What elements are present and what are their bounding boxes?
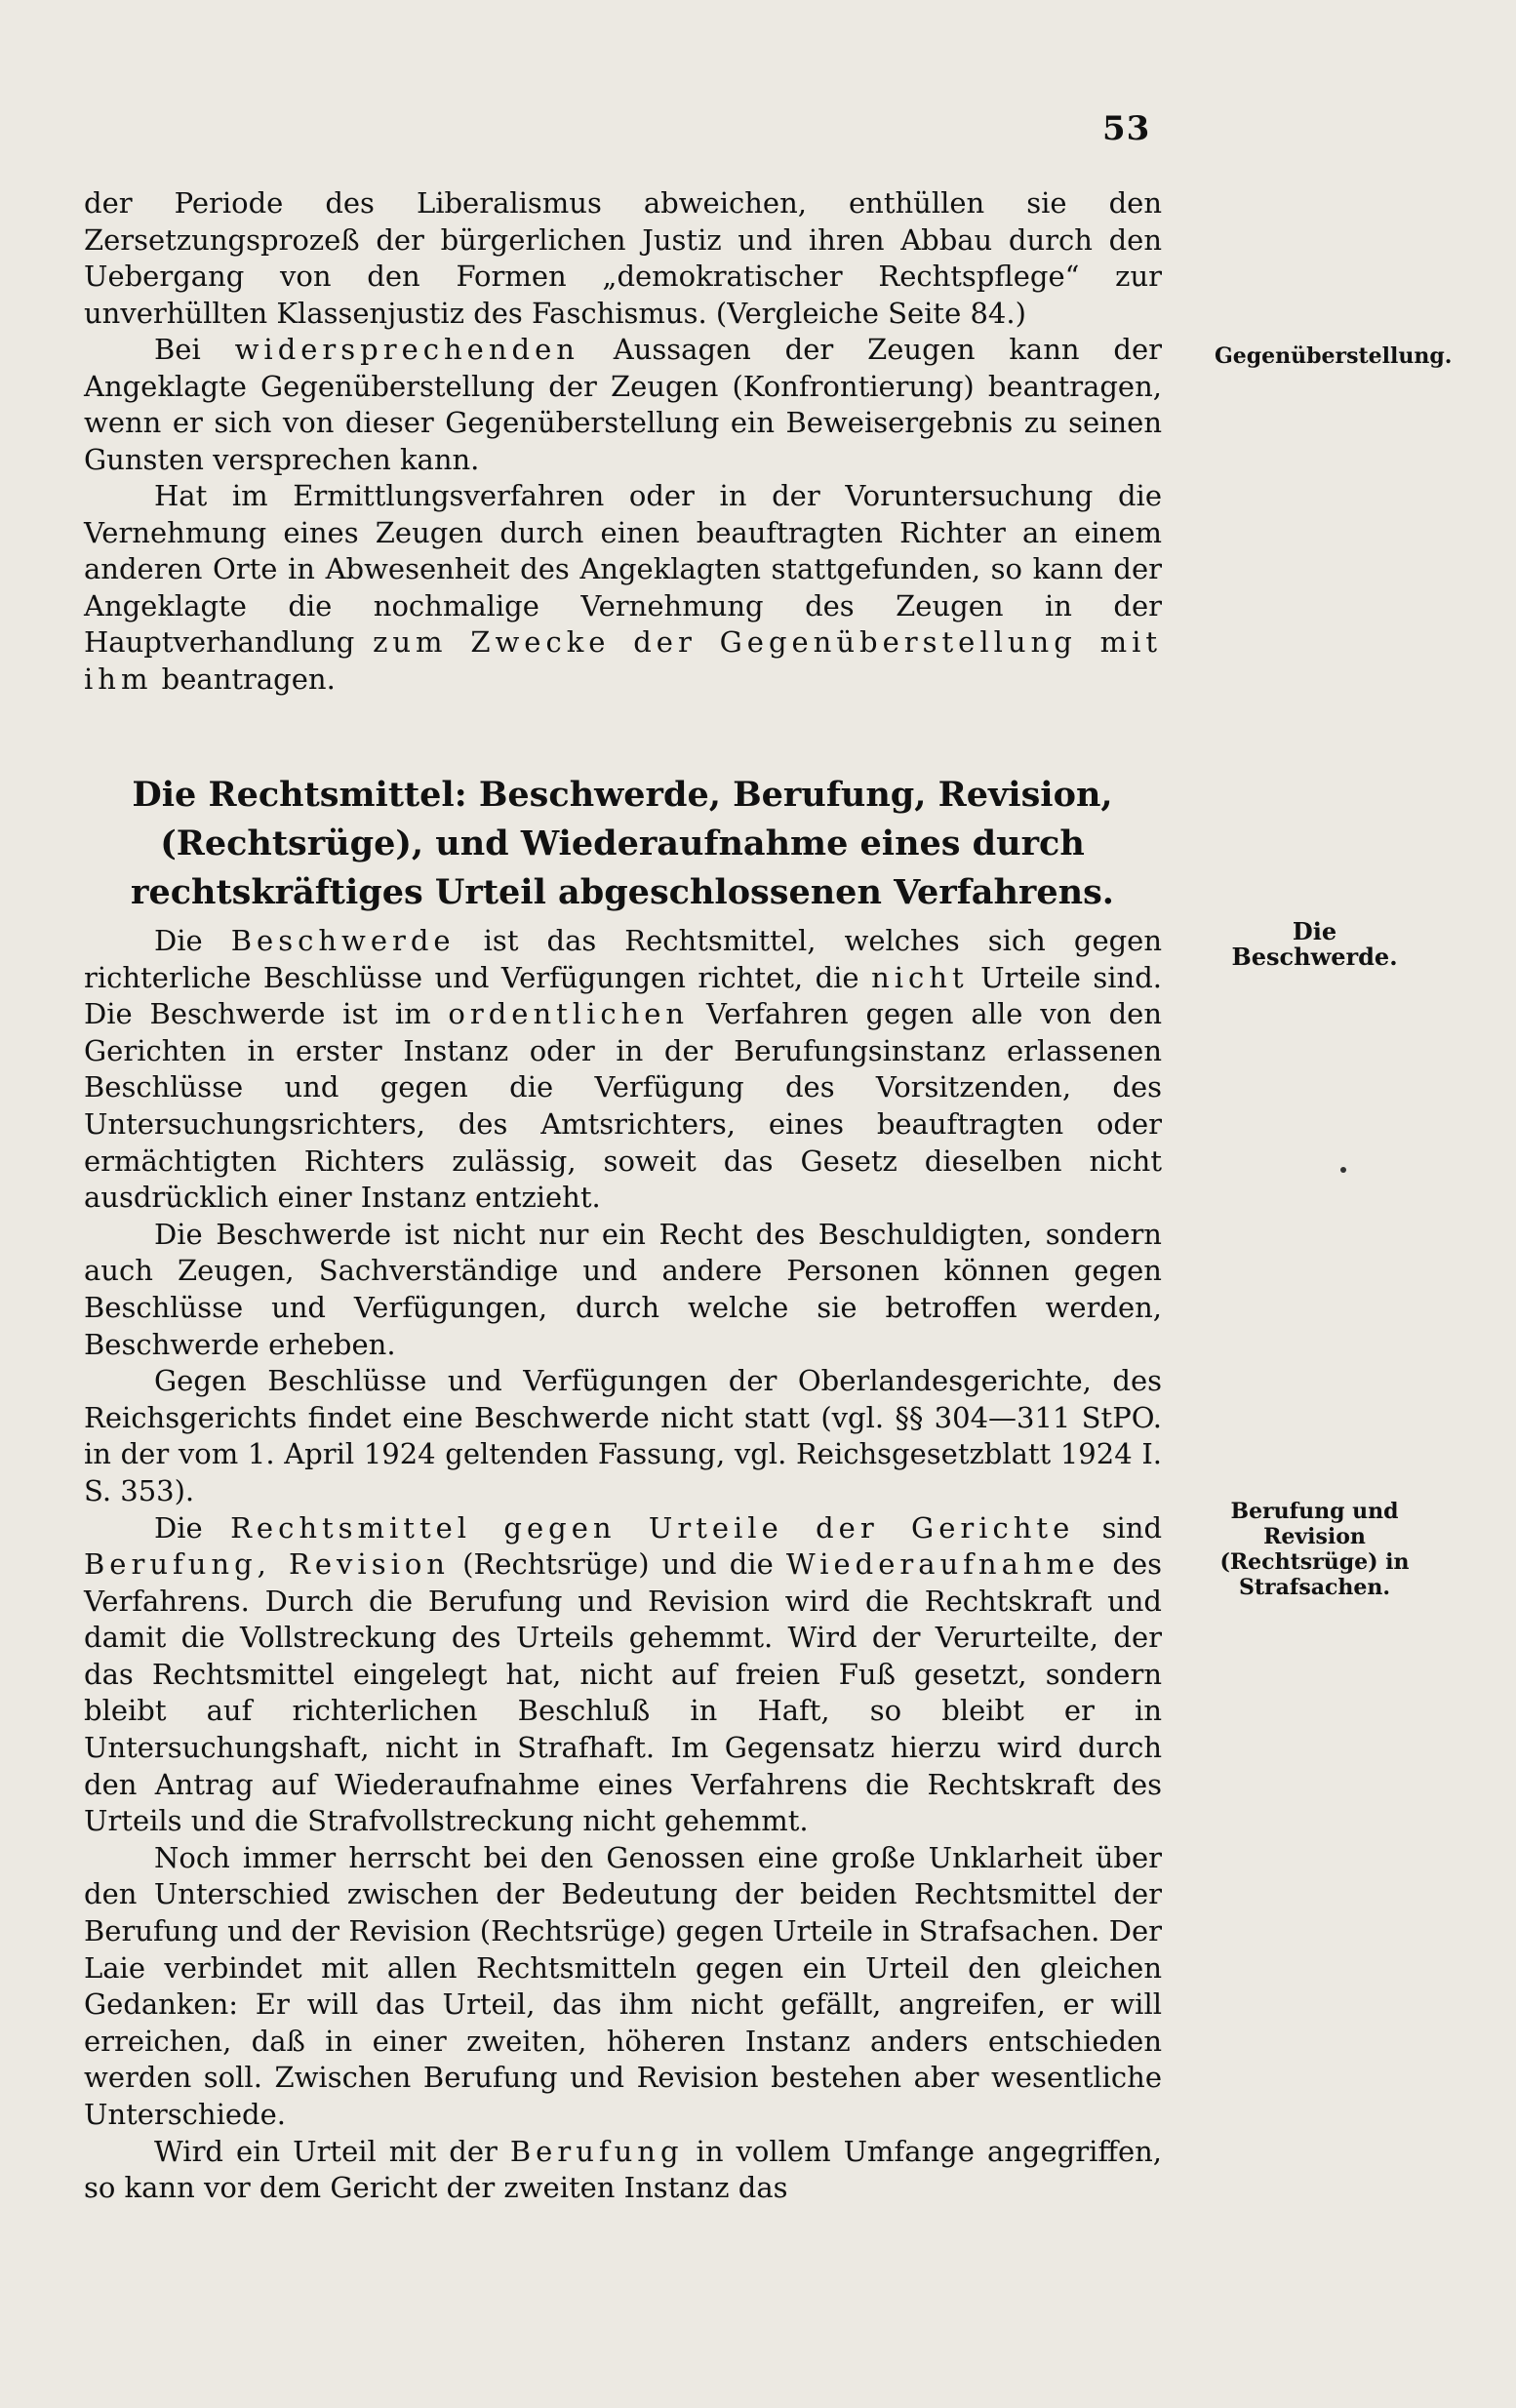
paragraph: der Periode des Liberalismus abweichen, enthüllen sie den Zersetzungsprozeß der bürgerlichen Justiz und ihren Abbau durch den Uebergang von den Formen „demokratischer Rechtspflege“ zur unverhüllten Klassenjustiz des Faschismus. (Vergleiche Seite 84.) <box>84 186 1162 330</box>
section-heading: Die Rechtsmittel: Beschwerde, Berufung, Revision, (Rechtsrüge), und Wiederaufnahme eines durch rechtskräftiges Urteil abgeschlossenen Verfahrens. <box>131 775 1114 912</box>
emphasized-text: Beschwerde <box>230 924 456 957</box>
paragraph: Noch immer herrscht bei den Genossen eine große Unklarheit über den Unterschied zwischen der Bedeutung der beiden Rechtsmittel der Berufung und der Revision (Rechtsrüge) gegen Urteile in Strafsachen. Der Laie verbindet mit allen Rechtsmitteln gegen ein Urteil den gleichen Gedanken: Er will das Urteil, das ihm nicht gefällt, angreifen, er will erreichen, daß in einer zweiten, höheren Instanz anders entschieden werden soll. Zwischen Berufung und Revision bestehen aber wesentliche Unterschiede. <box>84 1840 1162 2131</box>
section-intro <box>84 185 1162 698</box>
margin-note-gegenueberstellung: Gegenüberstellung. <box>1215 343 1453 369</box>
emphasized-text: nicht <box>871 960 969 994</box>
emphasized-text: Berufung, Revision <box>84 1547 450 1582</box>
margin-note-beschwerde: Die Beschwerde. <box>1231 917 1398 971</box>
margin-note-berufung-revision: Berufung und Revision (Rechtsrüge) in Strafsachen. <box>1219 1499 1410 1600</box>
paragraph: Die Beschwerde ist nicht nur ein Recht des Beschuldigten, sondern auch Zeugen, Sachverständige und andere Personen können gegen Beschlüsse und Verfügungen, durch welche sie betroffen werden, Beschwerde erheben. <box>84 1217 1162 1361</box>
paragraph: Die Beschwerde ist das Rechtsmittel, welches sich gegen richterliche Beschlüsse und Verfügungen richtet, die nicht Urteile sind. Die Beschwerde ist im ordentlichen Verfahren gegen alle von den Gerichten in erster Instanz oder in der Berufungsinstanz erlassenen Beschlüsse und gegen die Verfügung des Vorsitzenden, des Untersuchungsrichters, des Amtsrichters, eines beauftragten oder ermächtigten Richters zulässig, soweit das Gesetz dieselben nicht ausdrücklich einer Instanz entzieht. <box>84 924 1163 1215</box>
page-number: 53 <box>1102 109 1151 148</box>
emphasized-text: Rechtsmittel gegen Urteile der Gerichte <box>230 1510 1075 1545</box>
paragraph: Bei widersprechenden Aussagen der Zeugen kann der Angeklagte Gegenüberstellung der Zeugen (Konfrontierung) beantragen, wenn er sich von dieser Gegenüberstellung ein Beweisergebnis zu seinen Gunsten versprechen kann. <box>84 333 1162 476</box>
emphasized-text: Berufung <box>509 2134 684 2168</box>
paragraph: Wird ein Urteil mit der Berufung in vollem Umfange angegriffen, so kann vor dem Gericht der zweiten Instanz das <box>84 2134 1163 2205</box>
emphasized-text: zum Zwecke der Gegenüberstellung mit ihm <box>84 625 1163 696</box>
emphasized-text: widersprechenden <box>234 333 579 366</box>
ink-speck <box>1340 1167 1346 1173</box>
paragraph: Hat im Ermittlungsverfahren oder in der Voruntersuchung die Vernehmung eines Zeugen durch einen beauftragten Richter an einem anderen Orte in Abwesenheit des Angeklagten stattgefunden, so kann der Angeklagte die nochmalige Vernehmung des Zeugen in der Hauptverhandlung zum Zwecke der Gegenüberstellung mit ihm beantragen. <box>84 479 1163 696</box>
section-rechtsmittel <box>84 923 1162 2207</box>
emphasized-text: ordentlichen <box>448 997 690 1031</box>
paragraph: Gegen Beschlüsse und Verfügungen der Oberlandesgerichte, des Reichsgerichts findet eine Beschwerde nicht statt (vgl. §§ 304—311 StPO. in der vom 1. April 1924 geltenden Fassung, vgl. Reichsgesetzblatt 1924 I. S. 353). <box>84 1364 1162 1507</box>
paragraph: Die Rechtsmittel gegen Urteile der Gerichte sind Berufung, Revision (Rechtsrüge) und die Wiederaufnahme des Verfahrens. Durch die Berufung und Revision wird die Rechtskraft und damit die Vollstreckung des Urteils gehemmt. Wird der Verurteilte, der das Rechtsmittel eingelegt hat, nicht auf freien Fuß gesetzt, sondern bleibt auf richterlichen Beschluß in Haft, so bleibt er in Untersuchungshaft, nicht in Strafhaft. Im Gegensatz hierzu wird durch den Antrag auf Wiederaufnahme eines Verfahrens die Rechtskraft des Urteils und die Strafvollstreckung nicht gehemmt. <box>84 1510 1163 1838</box>
emphasized-text: Wiederaufnahme <box>785 1547 1100 1582</box>
